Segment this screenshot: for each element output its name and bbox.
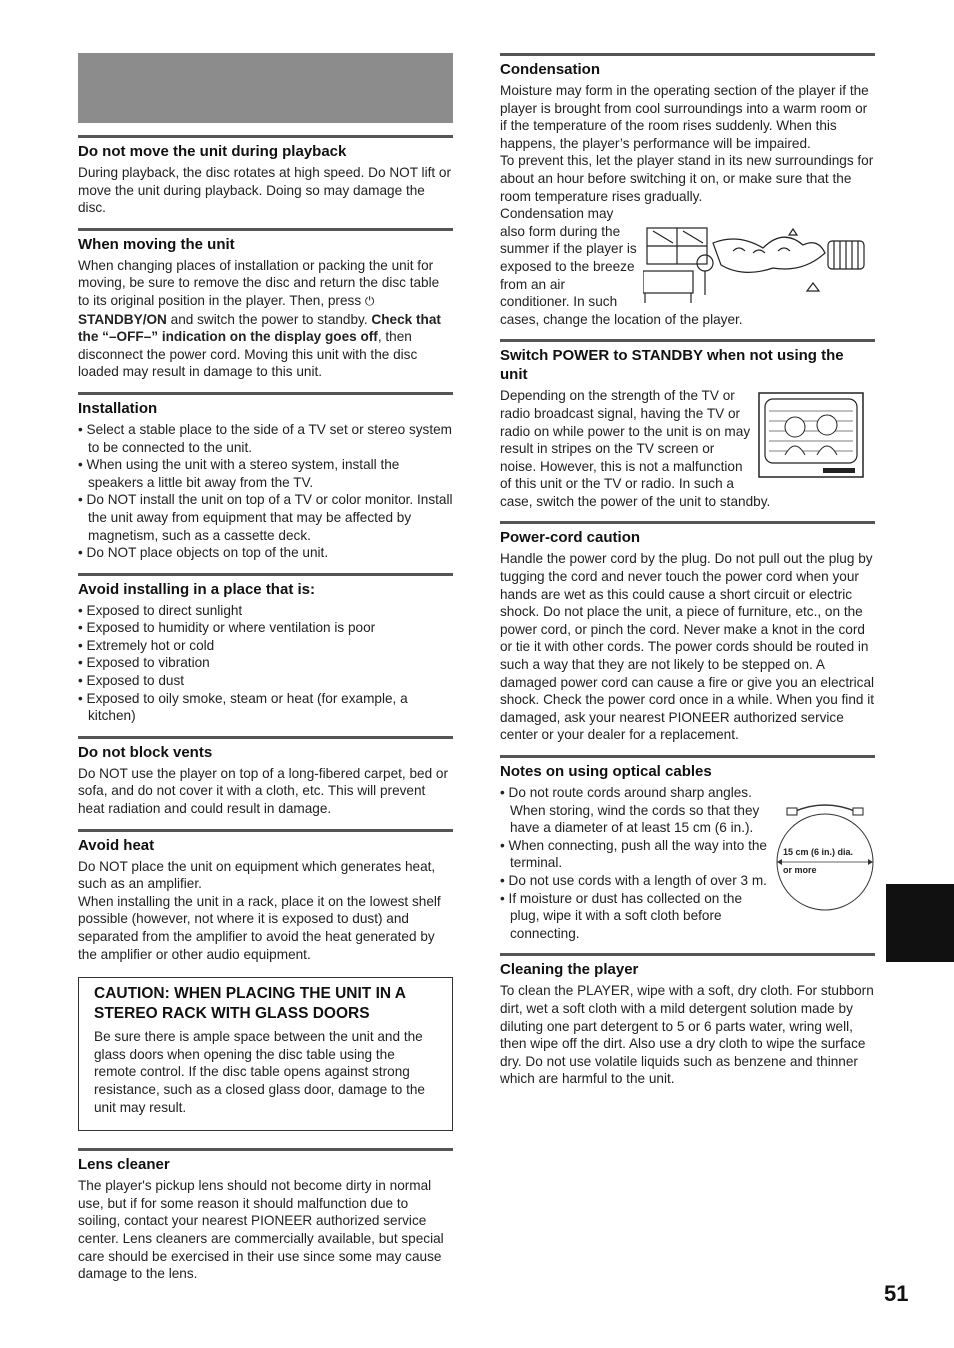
- caution-text: Be sure there is ample space between the unit and the glass doors when opening the disc table using the remote control. If the disc table opens against strong resistance, such as a closed glass door, damage to the unit may result.: [94, 1029, 425, 1115]
- caution-box: [78, 977, 453, 1131]
- left-column: [78, 53, 453, 1294]
- text-part: When changing places of installation or packing the unit for moving, be sure to remove the disc and return the disc table to its original position in the player. Then, press: [78, 257, 440, 308]
- section-vents: [78, 736, 453, 818]
- section-heading: Avoid installing in a place that is:: [78, 580, 315, 598]
- diameter-label: [783, 846, 853, 858]
- standby-label: STANDBY/ON: [78, 311, 167, 327]
- section-heading: Notes on using optical cables: [500, 763, 712, 780]
- list-item: • When using the unit with a stereo system, install the speakers a little bit away from the TV.: [78, 456, 453, 491]
- text-part: , then disconnect the power cord. Moving this unit with the disc loaded may result in damage to this unit.: [78, 329, 418, 380]
- section-condensation: [500, 53, 875, 328]
- list-item: • Do not use cords with a length of over 3 m.: [500, 872, 875, 890]
- section-text: Handle the power cord by the plug. Do not pull out the plug by tugging the cord and never touch the power cord when your hands are wet as this could cause a short circuit or electric shock. Do not place the unit, a piece of furniture, etc., on the power cord, or pinch the cord. Never make a knot in the cord or tie it with other cords. The power cords should be routed in such a way that they are not likely to be stepped on. A damaged power cord can cause a fire or give you an electrical shock. Check the power cord once in a while. When you find it damaged, ask your nearest PIONEER authorized service center or your dealer for a replacement.: [500, 551, 875, 743]
- section-cleaning: [500, 953, 875, 1088]
- list-item: • Exposed to oily smoke, steam or heat (for example, a kitchen): [78, 690, 453, 725]
- list-item: • Extremely hot or cold: [78, 637, 453, 655]
- section-heading: Do not block vents: [78, 743, 213, 761]
- section-power-cord: [500, 521, 875, 744]
- cable-illustration: [775, 802, 875, 922]
- section-heading: When moving the unit: [78, 235, 235, 253]
- section-optical: [500, 755, 875, 942]
- section-heading: Avoid heat: [78, 836, 155, 854]
- section-text: When installing the unit in a rack, place it on the lowest shelf possible (however, not where it is exposed to dust) and separated from the amplifier to avoid the heat generated by the amplifier or other audio equipment.: [78, 893, 441, 962]
- tv-screen-illustration: [757, 391, 865, 479]
- text-part: and switch the power to standby.: [166, 311, 372, 327]
- section-heading: Power-cord caution: [500, 529, 641, 547]
- section-text: The player's pickup lens should not become dirty in normal use, but if for some reason it should malfunction due to soiling, contact your nearest PIONEER authorized service center. Lens cleaners are commercially available, but special care should be exercised in their use since some may cause damage to the lens.: [78, 1178, 444, 1282]
- section-text: Do NOT place the unit on equipment which generates heat, such as an amplifier.: [78, 858, 436, 892]
- list-item: • If moisture or dust has collected on the plug, wipe it with a soft cloth before connecting.: [500, 890, 875, 943]
- section-text: During playback, the disc rotates at high speed. Do NOT lift or move the unit during playback. Doing so may damage the disc.: [78, 165, 452, 216]
- section-installation: [78, 392, 453, 562]
- list-item: • Select a stable place to the side of a TV set or stereo system to be connected to the unit.: [78, 421, 453, 456]
- power-icon: ⏻: [364, 293, 375, 308]
- section-heading: Installation: [78, 399, 158, 417]
- section-text: Moisture may form in the operating section of the player if the player is brought from cool surroundings into a warm room or if the temperature of the room rises suddenly. When this happens, the player’s performance will be impaired.: [500, 83, 869, 151]
- optical-cable-coil-illustration: [775, 802, 875, 922]
- section-heading: Condensation: [500, 61, 600, 78]
- section-heading: Cleaning the player: [500, 961, 639, 979]
- tv-illustration: [757, 391, 875, 483]
- section-heading: Do not move the unit during playback: [78, 143, 347, 160]
- text-bold: Check that the “–OFF–” indication on the display goes off: [78, 311, 441, 345]
- bullet-list: [78, 421, 453, 562]
- section-move-playback: [78, 135, 453, 217]
- section-standby: [500, 339, 875, 510]
- list-item: • Exposed to dust: [78, 672, 453, 690]
- section-text: Depending on the strength of the TV or radio broadcast signal, having the TV or radio on while power to the unit is on may result in stripes on the TV screen or noise. However, this is not a malfunction of this unit or the TV or radio. In such a case, switch the power of the unit to standby.: [500, 388, 771, 509]
- section-text: [78, 257, 453, 381]
- section-heading: Switch POWER to STANDBY when not using the unit: [500, 347, 844, 384]
- section-text: To prevent this, let the player stand in its new surroundings for about an hour before switching it on, or make sure that the room temperature rises gradually.: [500, 153, 874, 204]
- caution-heading: CAUTION: WHEN PLACING THE UNIT IN A STEREO RACK WITH GLASS DOORS: [94, 985, 406, 1023]
- section-text: Do NOT use the player on top of a long-fibered carpet, bed or sofa, and do not cover it with a cloth, etc. This will prevent heat radiation and could result in damage.: [78, 765, 449, 817]
- bullet-list: [78, 602, 453, 725]
- section-text: Condensation may also form during the summer if the player is exposed to the breeze from an air conditioner. In such cases, change the location of the player.: [500, 206, 743, 327]
- air-conditioner-room-illustration: [643, 223, 875, 305]
- list-item: • When connecting, push all the way into the terminal.: [500, 837, 875, 872]
- list-item: • Do not route cords around sharp angles. When storing, wind the cords so that they have a diameter of at least 15 cm (6 in.).: [500, 784, 875, 837]
- list-item: • Exposed to direct sunlight: [78, 602, 453, 620]
- section-avoid-place: [78, 573, 453, 725]
- section-moving: [78, 228, 453, 381]
- list-item: • Do NOT install the unit on top of a TV or color monitor. Install the unit away from equipment that may be affected by magnetism, such as a cassette deck.: [78, 491, 453, 544]
- list-item: • Exposed to vibration: [78, 654, 453, 672]
- diameter-label-line1: 15 cm (6 in.) dia.: [783, 847, 854, 857]
- section-header-box: [78, 53, 453, 123]
- section-text: To clean the PLAYER, wipe with a soft, dry cloth. For stubborn dirt, wet a soft cloth with a mild detergent solution made by diluting one part detergent to 5 or 6 parts water, wring well, then wipe off the dirt. Also use a dry cloth to wipe the surface dry. Do not use volatile liquids such as benzene and thinner which are harmful to the unit.: [500, 983, 874, 1087]
- list-item: • Do NOT place objects on top of the unit.: [78, 544, 453, 562]
- page-number: 51: [884, 1281, 909, 1306]
- diameter-label-line2: or more: [783, 865, 817, 875]
- section-heat: [78, 829, 453, 964]
- side-tab: [886, 884, 954, 962]
- condensation-illustration: [643, 223, 875, 305]
- list-item: • Exposed to humidity or where ventilation is poor: [78, 619, 453, 637]
- section-heading: Lens cleaner: [78, 1156, 170, 1174]
- section-lens: [78, 1148, 453, 1283]
- right-column: [500, 53, 875, 1099]
- diameter-label: [783, 864, 817, 876]
